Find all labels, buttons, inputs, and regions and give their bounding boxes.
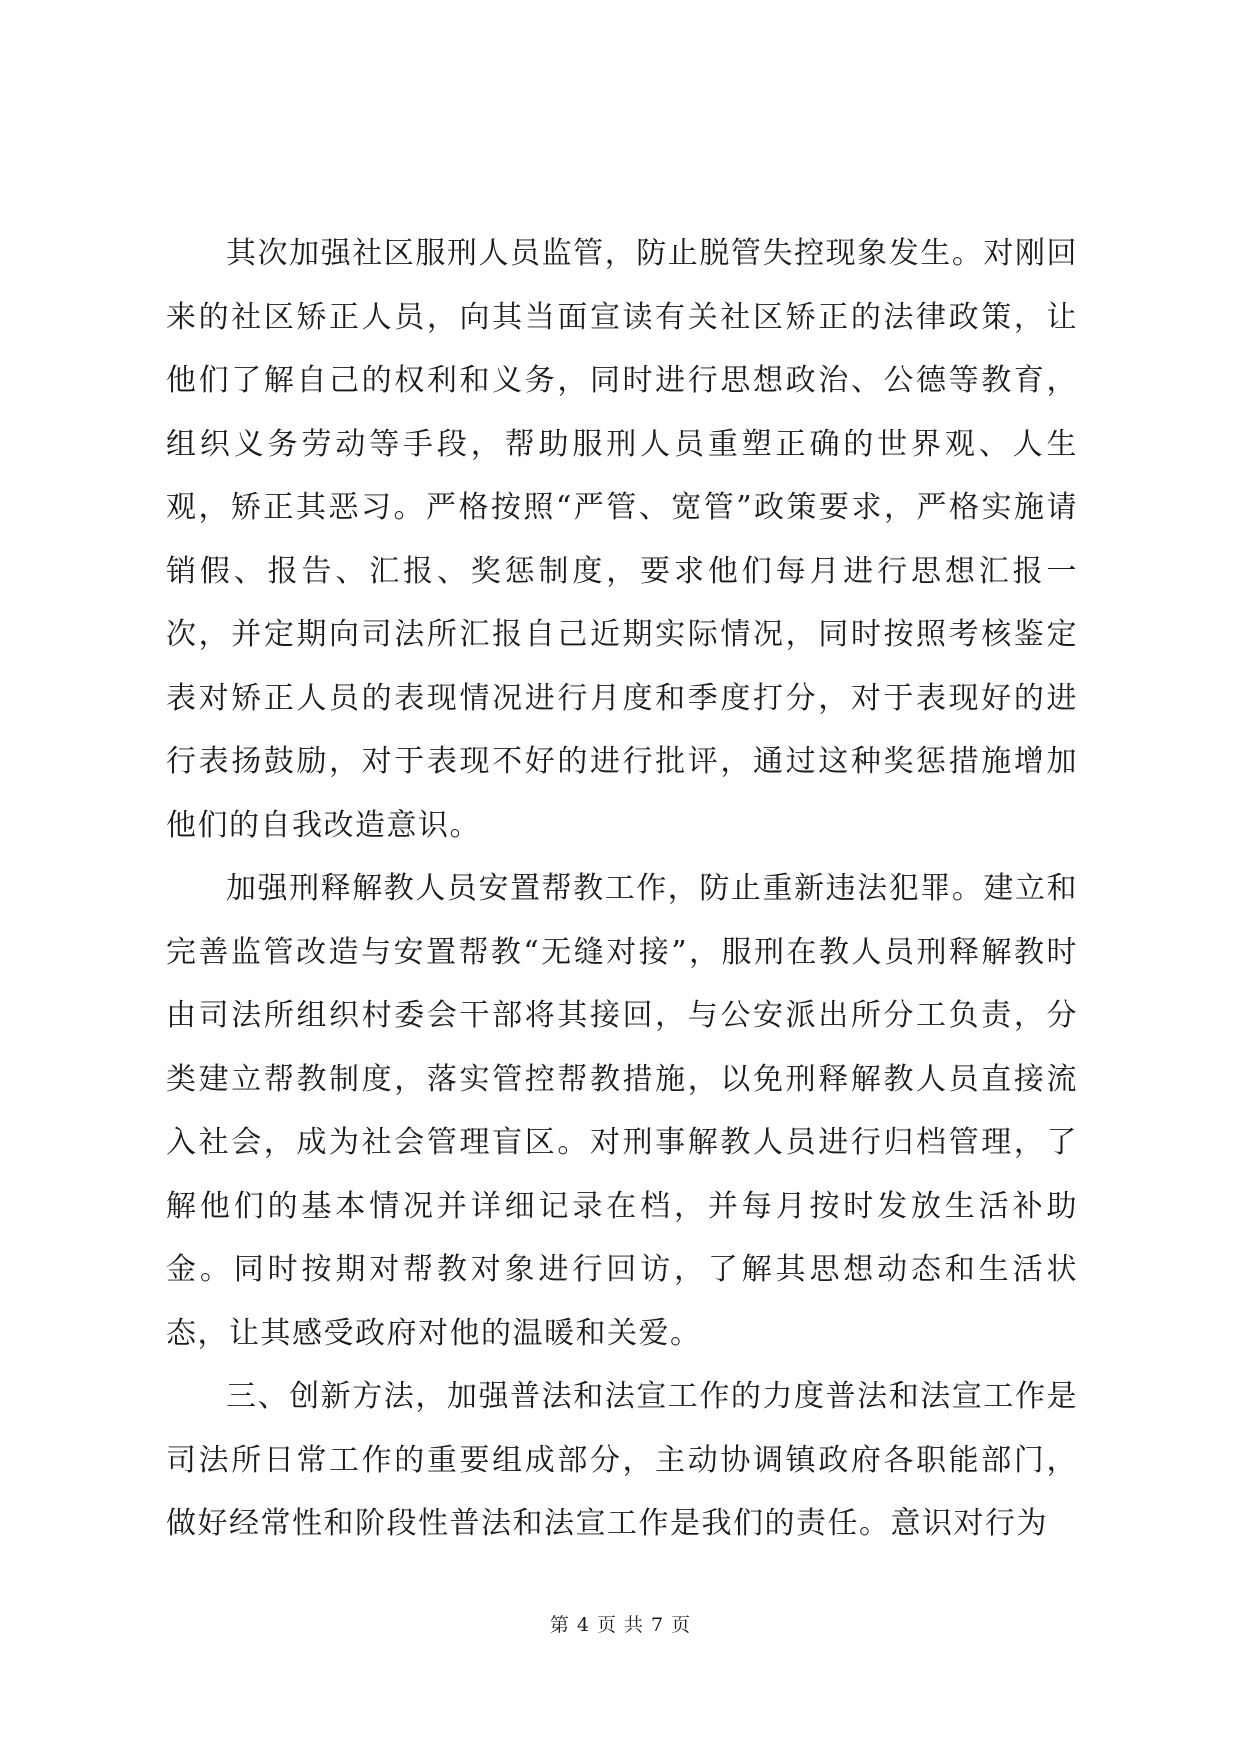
paragraph-community-corrections: 其次加强社区服刑人员监管，防止脱管失控现象发生。对刚回来的社区矫正人员，向其当面宣读有关社区矫正的法律政策，让他们了解自己的权利和义务，同时进行思想政治、公德等教育，组织义务劳动等手段，帮助服刑人员重塑正确的世界观、人生观，矫正其恶习。严格按照“严管、宽管”政策要求，严格实施请销假、报告、汇报、奖惩制度，要求他们每月进行思想汇报一次，并定期向司法所汇报自己近期实际情况，同时按照考核鉴定表对矫正人员的表现情况进行月度和季度打分，对于表现好的进行表扬鼓励，对于表现不好的进行批评，通过这种奖惩措施增加他们的自我改造意识。 bbox=[166, 236, 1078, 843]
paragraph-resettlement-assistance: 加强刑释解教人员安置帮教工作，防止重新违法犯罪。建立和完善监管改造与安置帮教“无缝对接”，服刑在教人员刑释解教时由司法所组织村委会干部将其接回，与公安派出所分工负责，分类建立帮教制度，落实管控帮教措施，以免刑释解教人员直接流入社会，成为社会管理盲区。对刑事解教人员进行归档管理，了解他们的基本情况并详细记录在档，并每月按时发放生活补助金。同时按期对帮教对象进行回访，了解其思想动态和生活状态，让其感受政府对他的温暖和关爱。 bbox=[166, 871, 1078, 1351]
page-number-footer: 第 4 页 共 7 页 bbox=[549, 1614, 692, 1636]
paragraph-legal-publicity: 三、创新方法，加强普法和法宣工作的力度普法和法宣工作是司法所日常工作的重要组成部分，主动协调镇政府各职能部门，做好经常性和阶段性普法和法宣工作是我们的责任。意识对行为 bbox=[166, 1379, 1078, 1541]
document-body bbox=[166, 222, 1078, 1556]
